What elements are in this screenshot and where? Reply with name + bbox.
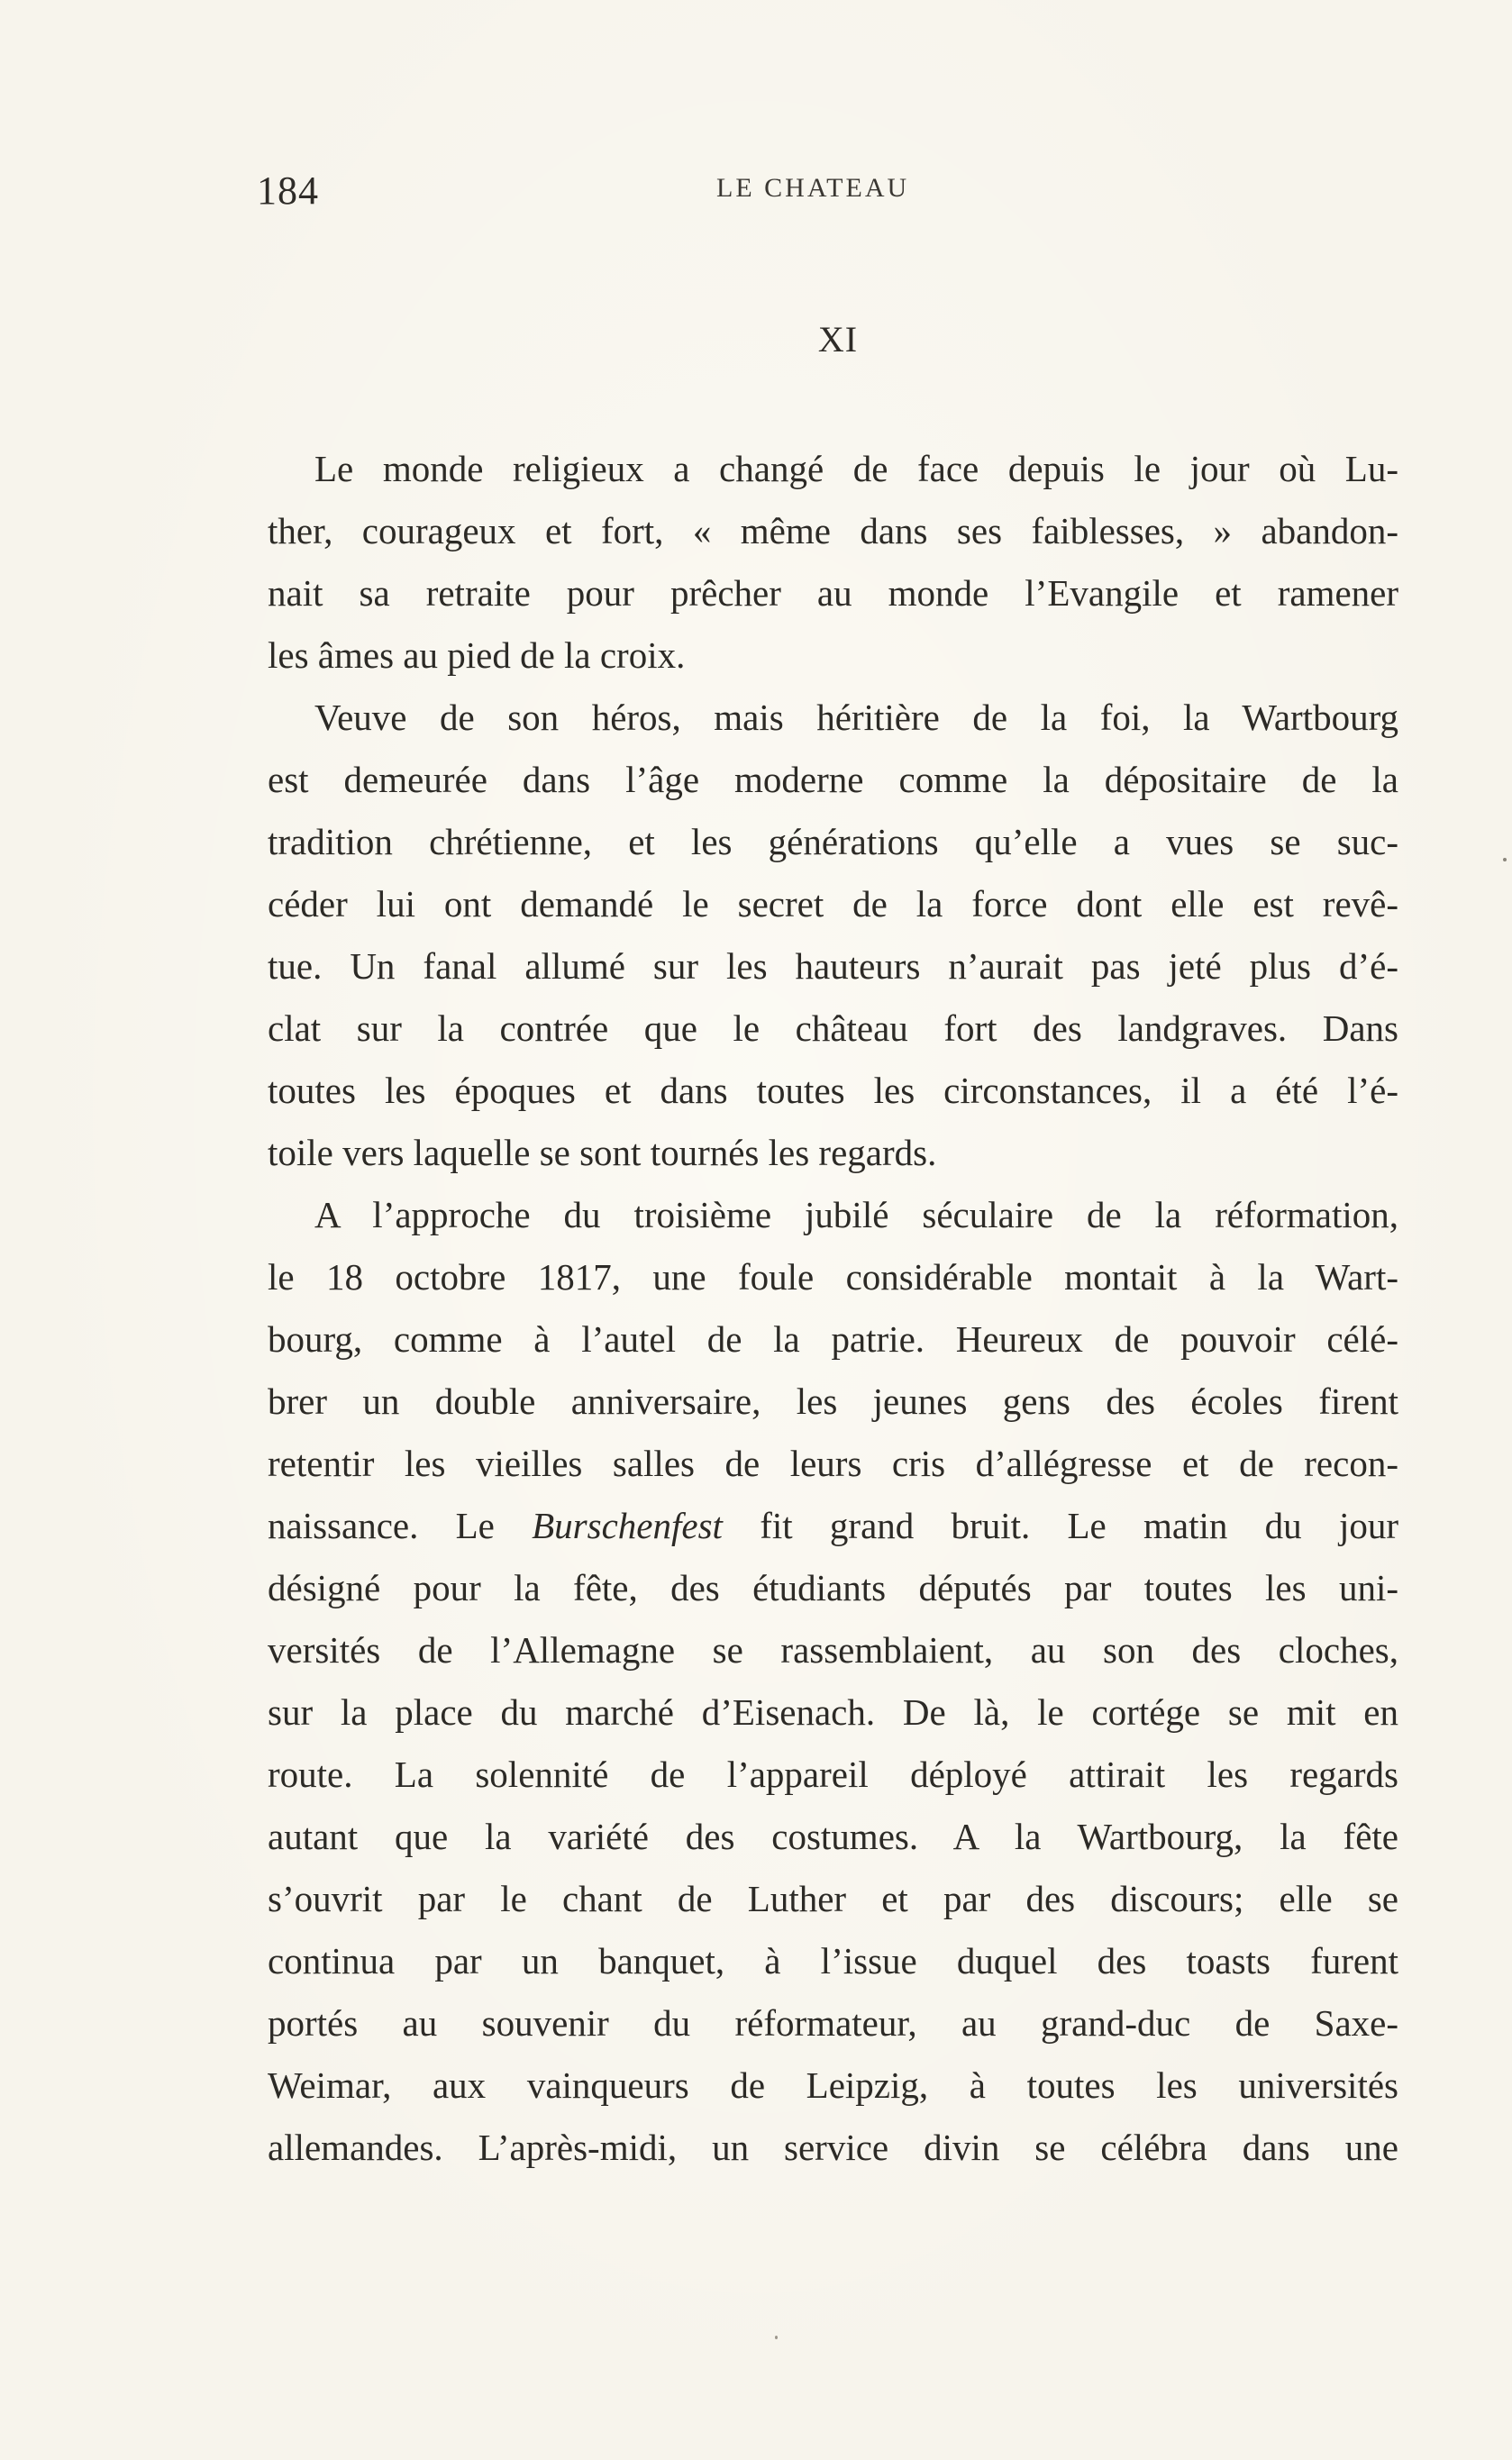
text-line: tradition chrétienne, et les générations qu’elle a vues se suc- xyxy=(268,821,1398,862)
text-line: est demeurée dans l’âge moderne comme la dépositaire de la xyxy=(268,759,1398,800)
text-line: route. La solennité de l’appareil déployé attirait les regards xyxy=(268,1754,1398,1795)
text-line: autant que la variété des costumes. A la Wartbourg, la fête xyxy=(268,1816,1398,1857)
text-line: portés au souvenir du réformateur, au grand-duc de Saxe- xyxy=(268,2002,1398,2044)
text-line: A l’approche du troisième jubilé séculaire de la réformation, xyxy=(314,1194,1398,1235)
text-line: les âmes au pied de la croix. xyxy=(268,634,686,676)
text-line: Le monde religieux a changé de face depuis le jour où Lu- xyxy=(314,448,1398,489)
running-head xyxy=(257,168,1176,222)
text-line: retentir les vieilles salles de leurs cris d’allégresse et de recon- xyxy=(268,1443,1398,1484)
text-line: bourg, comme à l’autel de la patrie. Heureux de pouvoir célé- xyxy=(268,1318,1398,1360)
body-text xyxy=(268,438,1398,2179)
text-segment: naissance. Le xyxy=(268,1505,533,1546)
text-line: versités de l’Allemagne se rassemblaient, au son des cloches, xyxy=(268,1629,1398,1671)
text-line: allemandes. L’après-midi, un service divin se célébra dans une xyxy=(268,2127,1398,2168)
chapter-number: XI xyxy=(817,319,859,360)
text-line: brer un double anniversaire, les jeunes gens des écoles firent xyxy=(268,1380,1398,1422)
text-line: ther, courageux et fort, « même dans ses faiblesses, » abandon- xyxy=(268,510,1398,551)
text-line: toile vers laquelle se sont tournés les regards. xyxy=(268,1132,937,1173)
text-line: tue. Un fanal allumé sur les hauteurs n’aurait pas jeté plus d’é- xyxy=(268,945,1398,987)
text-line: Weimar, aux vainqueurs de Leipzig, à toutes les universités xyxy=(268,2064,1398,2106)
text-line: toutes les époques et dans toutes les circonstances, il a été l’é- xyxy=(268,1070,1398,1111)
text-line: désigné pour la fête, des étudiants députés par toutes les uni- xyxy=(268,1567,1398,1608)
text-line: Veuve de son héros, mais héritière de la foi, la Wartbourg xyxy=(314,697,1398,738)
text-line: clat sur la contrée que le château fort des landgraves. Dans xyxy=(268,1007,1398,1049)
text-line: continua par un banquet, à l’issue duquel des toasts furent xyxy=(268,1940,1398,1982)
page-number: 184 xyxy=(257,169,319,213)
text-line: s’ouvrit par le chant de Luther et par des discours; elle se xyxy=(268,1878,1398,1919)
text-segment: fit grand bruit. Le matin du jour xyxy=(722,1505,1398,1546)
text-line-with-italic xyxy=(268,1495,1398,1557)
italic-term: Burschenfest xyxy=(532,1505,723,1546)
paper-speck xyxy=(775,2336,778,2339)
text-line: le 18 octobre 1817, une foule considérable montait à la Wart- xyxy=(268,1256,1398,1298)
running-title: LE CHATEAU xyxy=(716,173,910,203)
text-line: sur la place du marché d’Eisenach. De là, le cortége se mit en xyxy=(268,1691,1398,1733)
text-line: céder lui ont demandé le secret de la force dont elle est revê- xyxy=(268,883,1398,925)
paper-speck xyxy=(1503,858,1507,861)
text-line: nait sa retraite pour prêcher au monde l’Evangile et ramener xyxy=(268,572,1398,614)
